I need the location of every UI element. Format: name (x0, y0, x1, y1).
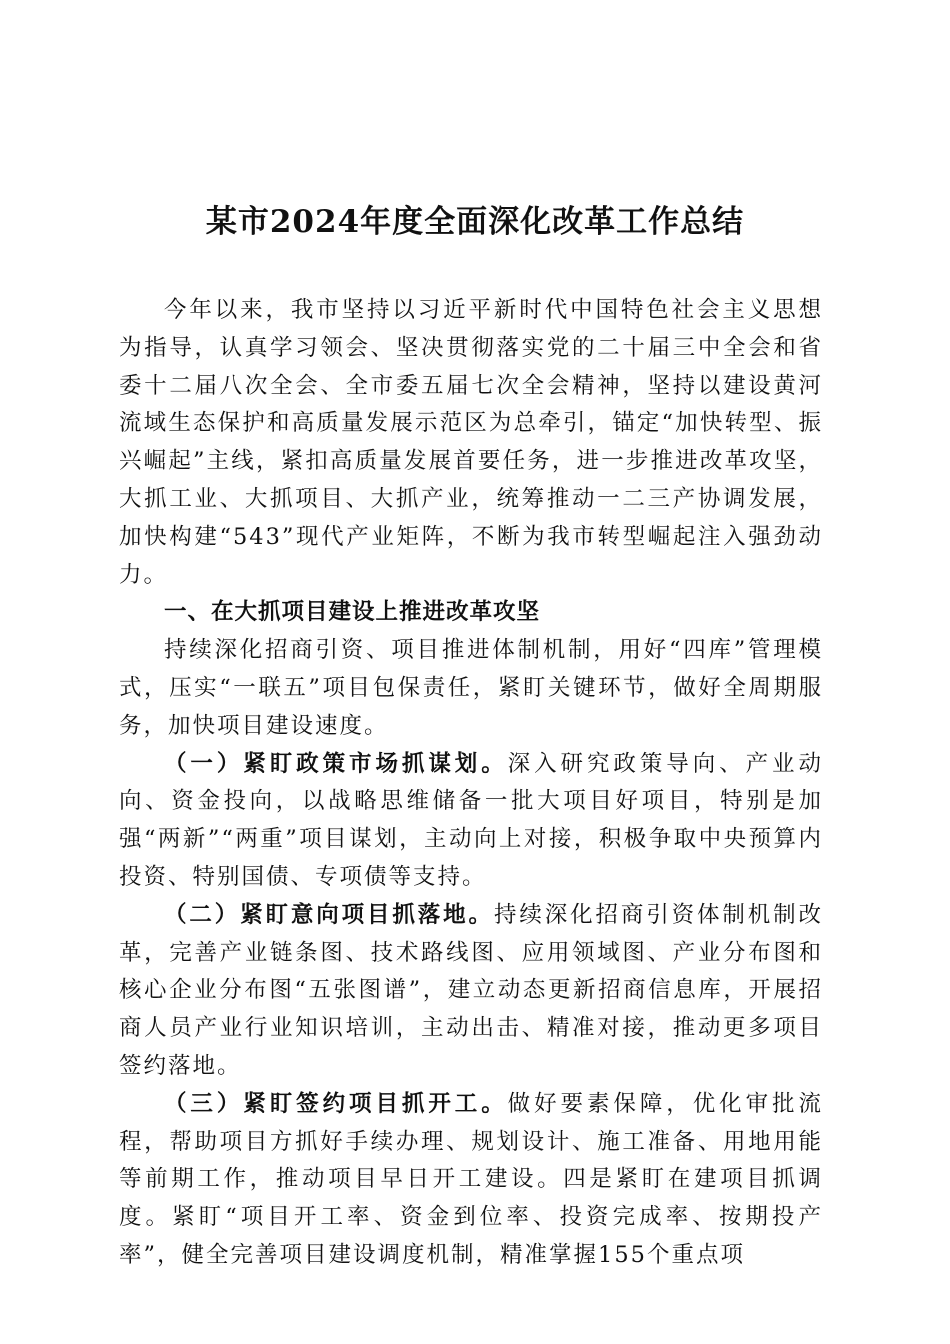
section-intro-paragraph: 持续深化招商引资、项目推进体制机制，用好“四库”管理模式，压实“一联五”项目包保责任，紧盯关键环节，做好全周期服务，加快项目建设速度。 (119, 637, 823, 739)
section-heading: 一、在大抓项目建设上推进改革攻坚 (164, 599, 541, 626)
intro-paragraph: 今年以来，我市坚持以习近平新时代中国特色社会主义思想为指导，认真学习领会、坚决贯彻落实党的二十届三中全会和省委十二届八次全会、全市委五届七次全会精神，坚持以建设黄河流域生态保护和高质量发展示范区为总牵引，锚定“加快转型、振兴崛起”主线，紧扣高质量发展首要任务，进一步推进改革攻坚，大抓工业、大抓项目、大抓产业，统筹推动一二三产协调发展，加快构建“543”现代产业矩阵，不断为我市转型崛起注入强劲动力。 (119, 297, 823, 588)
document-body (119, 292, 823, 1275)
item-label-3: （三）紧盯签约项目抓开工。 (164, 1090, 508, 1117)
item-label-1: （一）紧盯政策市场抓谋划。 (164, 750, 508, 777)
item-text-1: 深入研究政策导向、产业动向、资金投向，以战略思维储备一批大项目好项目，特别是加强“两新”“两重”项目谋划，主动向上对接，积极争取中央预算内投资、特别国债、专项债等支持。 (119, 750, 823, 890)
item-paragraph-1 (119, 746, 823, 897)
item-paragraph-2 (119, 897, 823, 1086)
item-label-2: （二）紧盯意向项目抓落地。 (164, 901, 494, 928)
document-title: 某市2024年度全面深化改革工作总结 (205, 204, 745, 240)
item-text-3: 做好要素保障，优化审批流程，帮助项目方抓好手续办理、规划设计、施工准备、用地用能等前期工作，推动项目早日开工建设。四是紧盯在建项目抓调度。紧盯“项目开工率、资金到位率、投资完成率、按期投产率”，健全完善项目建设调度机制，精准掌握155个重点项 (119, 1090, 823, 1268)
item-paragraph-3 (119, 1086, 823, 1275)
item-text-2: 持续深化招商引资体制机制改革，完善产业链条图、技术路线图、应用领域图、产业分布图和核心企业分布图“五张图谱”，建立动态更新招商信息库，开展招商人员产业行业知识培训，主动出击、精准对接，推动更多项目签约落地。 (119, 901, 823, 1079)
